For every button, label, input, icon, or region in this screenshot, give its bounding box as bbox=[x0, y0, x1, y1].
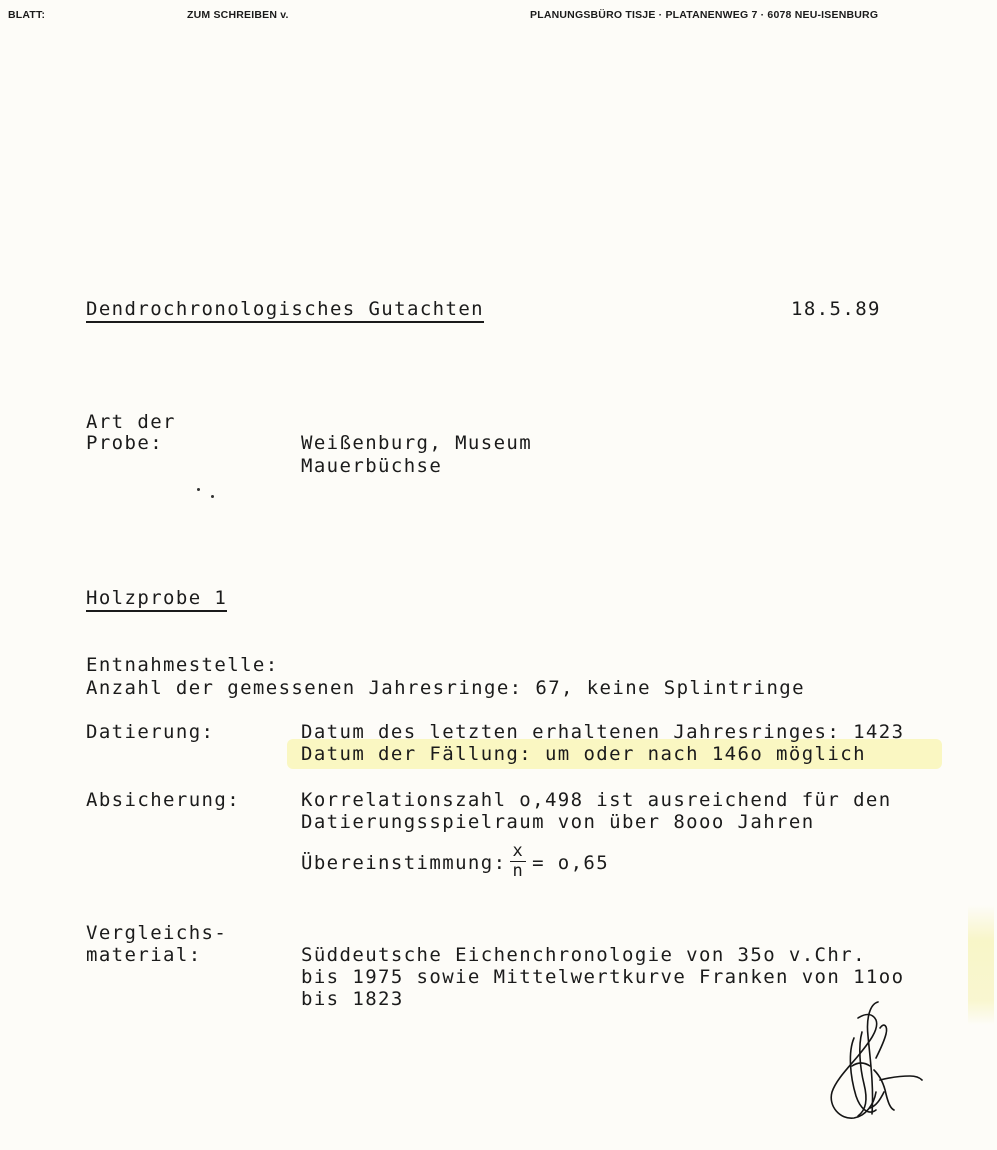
handwritten-signature bbox=[818, 996, 928, 1126]
fraction-denominator: n bbox=[512, 861, 525, 881]
document-date: 18.5.89 bbox=[791, 298, 881, 320]
document-title: Dendrochronologisches Gutachten bbox=[86, 298, 484, 320]
fraction-numerator: x bbox=[512, 841, 525, 861]
extraction-label: Entnahmestelle: bbox=[86, 654, 279, 676]
comparison-label-2: material: bbox=[86, 944, 202, 966]
agreement-value: = o,65 bbox=[532, 852, 610, 874]
comparison-line-2: bis 1975 sowie Mittelwertkurve Franken von 11oo bbox=[301, 966, 905, 988]
ink-speck bbox=[197, 488, 200, 491]
sample-type-value-1: Weißenburg, Museum bbox=[301, 432, 533, 454]
verification-line-1: Korrelationszahl o,498 ist ausreichend für den bbox=[301, 789, 892, 811]
sample-type-label-1: Art der bbox=[86, 411, 176, 433]
comparison-line-3: bis 1823 bbox=[301, 988, 404, 1010]
agreement-row bbox=[301, 841, 610, 882]
agreement-fraction bbox=[510, 843, 526, 880]
letterhead-writing-label: ZUM SCHREIBEN v. bbox=[187, 9, 289, 21]
sample-type-value-2: Mauerbüchse bbox=[301, 455, 443, 477]
agreement-label: Übereinstimmung: bbox=[301, 852, 507, 874]
dating-felling: Datum der Fällung: um oder nach 146o möglich bbox=[301, 743, 866, 765]
dating-label: Datierung: bbox=[86, 721, 215, 743]
comparison-line-1: Süddeutsche Eichenchronologie von 35o v.Chr. bbox=[301, 944, 866, 966]
dating-last-ring: Datum des letzten erhaltenen Jahresringes: 1423 bbox=[301, 721, 905, 743]
verification-line-2: Datierungsspielraum von über 8ooo Jahren bbox=[301, 811, 815, 833]
paper-stain bbox=[968, 905, 994, 1025]
comparison-label-1: Vergleichs- bbox=[86, 922, 228, 944]
ring-count-text: Anzahl der gemessenen Jahresringe: 67, keine Splintringe bbox=[86, 677, 805, 699]
section-heading: Holzprobe 1 bbox=[86, 587, 227, 609]
sample-type-label-2: Probe: bbox=[86, 432, 164, 454]
letterhead-sheet-label: BLATT: bbox=[8, 9, 46, 21]
ink-speck bbox=[211, 495, 214, 498]
verification-label: Absicherung: bbox=[86, 789, 241, 811]
letterhead-office-address: PLANUNGSBÜRO TISJE · PLATANENWEG 7 · 6078 NEU-ISENBURG bbox=[530, 9, 879, 21]
